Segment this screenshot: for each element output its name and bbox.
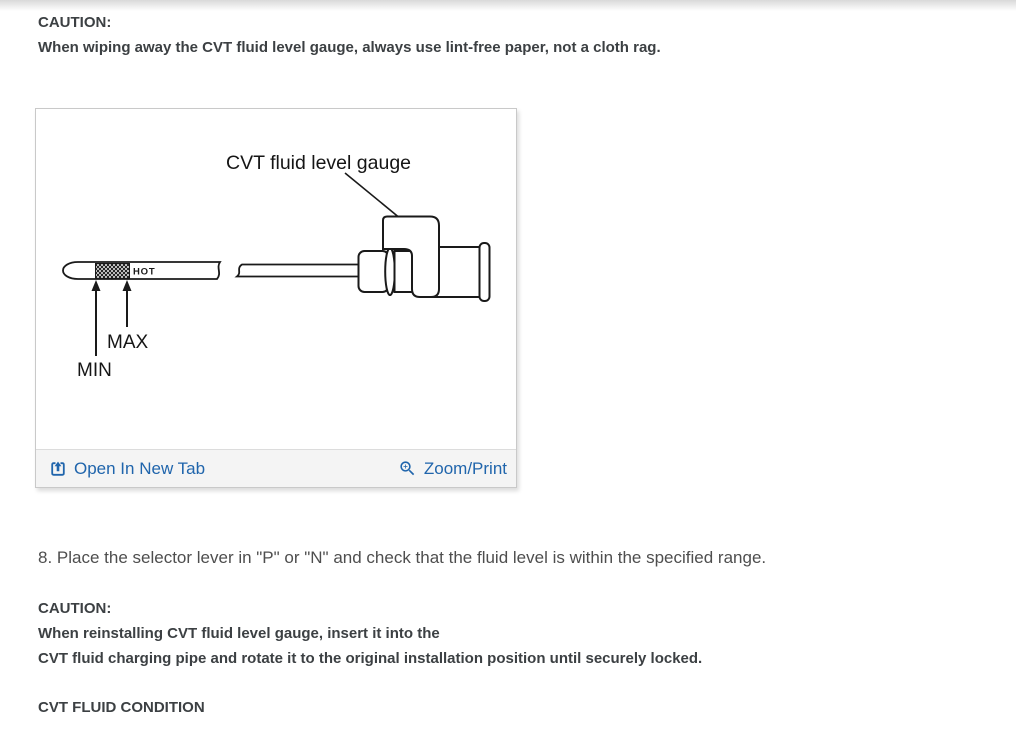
min-arrow-head <box>92 280 101 291</box>
caution-text-line: CVT fluid charging pipe and rotate it to the original installation position until securely locked. <box>38 650 703 667</box>
leader-line <box>345 173 401 219</box>
caution-block-top <box>38 10 661 60</box>
open-in-new-tab-label: Open In New Tab <box>74 458 206 478</box>
gauge-ring <box>385 248 395 295</box>
dipstick-rod <box>237 265 359 277</box>
zoom-in-icon <box>398 459 417 478</box>
open-in-new-tab-link[interactable] <box>49 459 205 479</box>
min-label: MIN <box>77 360 112 381</box>
max-label: MAX <box>107 332 149 353</box>
cvt-gauge-diagram <box>36 109 516 448</box>
caution-block-bottom <box>38 596 702 671</box>
gauge-label: CVT fluid level gauge <box>226 152 412 174</box>
step-8-text: 8. Place the selector lever in "P" or "N" and check that the fluid level is within the specified range. <box>38 548 767 567</box>
gauge-neck <box>395 251 414 292</box>
gauge-collar <box>359 251 389 292</box>
max-arrow-head <box>123 280 132 291</box>
hot-label: HOT <box>133 266 156 278</box>
caution-text-line: When reinstalling CVT fluid level gauge, insert it into the <box>38 625 440 642</box>
zoom-print-label: Zoom/Print <box>423 458 507 478</box>
open-in-new-tab-icon <box>49 460 67 478</box>
caution-text-line: When wiping away the CVT fluid level gauge, always use lint-free paper, not a cloth rag. <box>38 39 661 56</box>
zoom-print-link[interactable] <box>398 459 507 479</box>
figure-panel <box>35 108 517 488</box>
hot-range-hatch <box>96 264 130 279</box>
gauge-end-cap <box>480 243 490 301</box>
caution-label: CAUTION: <box>38 14 112 31</box>
figure-footer-bar <box>36 449 516 487</box>
figure-diagram <box>36 109 516 449</box>
caution-label: CAUTION: <box>38 600 112 617</box>
section-heading: CVT FLUID CONDITION <box>38 699 205 716</box>
